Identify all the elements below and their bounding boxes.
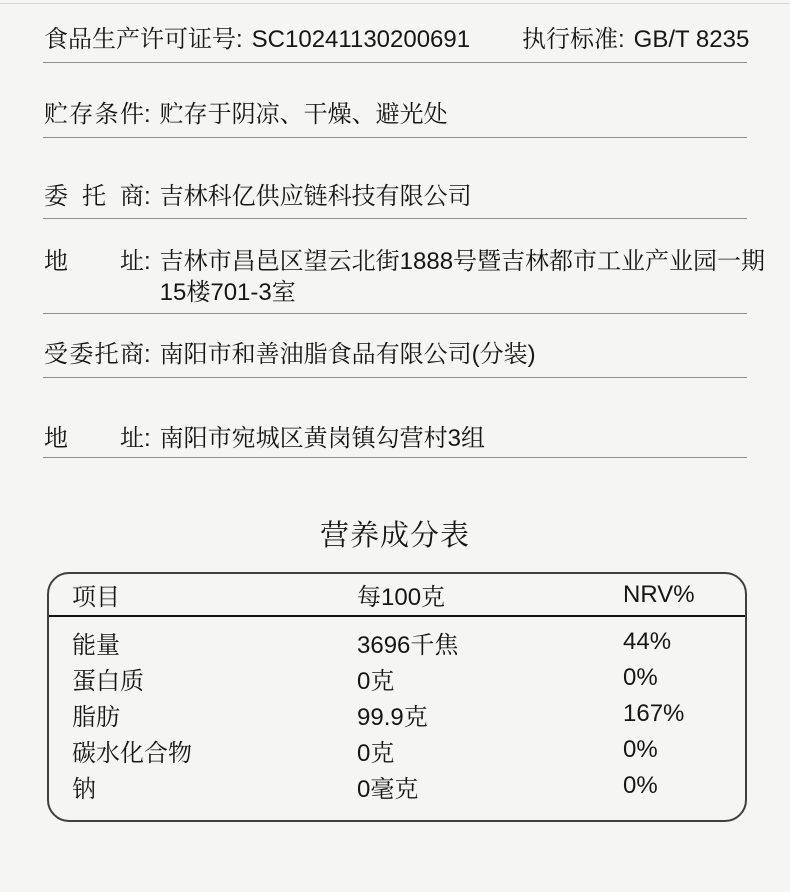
consignee-address-value: 南阳市宛城区黄岗镇勾营村3组 bbox=[159, 425, 486, 452]
nutrition-table-header bbox=[49, 574, 745, 617]
divider-3 bbox=[43, 218, 747, 219]
header-item-column: 项目 bbox=[72, 584, 120, 611]
license-label: 食品生产许可证号 bbox=[44, 26, 236, 53]
header-nrv-column: NRV% bbox=[623, 580, 695, 608]
storage-value: 贮存于阴凉、干燥、避光处 bbox=[159, 101, 448, 128]
nutrient-name: 钠 bbox=[72, 775, 96, 803]
nutrition-table-body bbox=[49, 617, 745, 804]
nutrient-name: 蛋白质 bbox=[72, 667, 144, 695]
nutrient-amount: 99.9克 bbox=[357, 703, 428, 731]
consignor-row bbox=[44, 181, 472, 213]
consignor-address-line-1: 吉林市昌邑区望云北街1888号暨吉林都市工业产业园一期 bbox=[159, 248, 766, 275]
table-row-carbohydrate bbox=[49, 732, 745, 768]
nutrition-table-title: 营养成分表 bbox=[319, 520, 470, 552]
table-row-energy bbox=[49, 624, 745, 660]
consignor-address-line-2: 15楼701-3室 bbox=[159, 279, 296, 306]
consignee-row bbox=[44, 339, 536, 371]
nutrient-nrv: 0% bbox=[623, 772, 658, 799]
divider-5 bbox=[43, 377, 747, 378]
consignee-label: 受委托商 bbox=[44, 341, 144, 368]
divider-1 bbox=[43, 62, 747, 63]
nutrient-name: 脂肪 bbox=[72, 703, 120, 731]
standard-value: GB/T 8235 bbox=[633, 26, 750, 53]
consignee-address-colon: : bbox=[144, 425, 151, 452]
standard-block bbox=[522, 24, 749, 56]
consignor-address-label: 地址 bbox=[44, 248, 144, 275]
divider-2 bbox=[43, 137, 747, 138]
consignee-value: 南阳市和善油脂食品有限公司(分装) bbox=[159, 341, 536, 368]
nutrient-amount: 0克 bbox=[357, 739, 395, 767]
license-colon: : bbox=[236, 26, 243, 53]
standard-colon: : bbox=[618, 26, 625, 53]
consignor-label: 委托商 bbox=[44, 183, 144, 210]
consignee-address-row bbox=[44, 423, 485, 455]
storage-label: 贮存条件 bbox=[44, 101, 144, 128]
nutrient-amount: 0毫克 bbox=[357, 775, 419, 803]
nutrient-name: 碳水化合物 bbox=[72, 739, 192, 767]
consignee-colon: : bbox=[144, 341, 151, 368]
top-hairline bbox=[0, 3, 790, 4]
table-row-sodium bbox=[49, 768, 745, 804]
nutrient-nrv: 167% bbox=[623, 700, 685, 727]
license-number: SC10241130200691 bbox=[251, 26, 471, 53]
nutrition-table bbox=[47, 572, 747, 822]
table-row-protein bbox=[49, 660, 745, 696]
nutrient-nrv: 44% bbox=[623, 628, 672, 655]
consignor-address-colon: : bbox=[144, 248, 151, 275]
nutrient-amount: 0克 bbox=[357, 667, 395, 695]
standard-label: 执行标准 bbox=[522, 26, 618, 53]
consignor-address-text bbox=[160, 246, 765, 308]
license-row bbox=[44, 24, 750, 56]
nutrient-nrv: 0% bbox=[623, 664, 658, 691]
divider-6 bbox=[43, 457, 747, 458]
nutrient-name: 能量 bbox=[72, 631, 120, 659]
table-row-fat bbox=[49, 696, 745, 732]
header-per100g-column: 每100克 bbox=[357, 584, 446, 611]
storage-row bbox=[44, 99, 448, 131]
divider-4 bbox=[43, 313, 747, 314]
storage-colon: : bbox=[144, 101, 151, 128]
consignor-colon: : bbox=[144, 183, 151, 210]
nutrient-amount: 3696千焦 bbox=[357, 631, 459, 659]
consignee-address-label: 地址 bbox=[44, 425, 144, 452]
consignor-address-row bbox=[44, 246, 765, 308]
consignor-value: 吉林科亿供应链科技有限公司 bbox=[159, 183, 472, 210]
nutrient-nrv: 0% bbox=[623, 736, 658, 763]
